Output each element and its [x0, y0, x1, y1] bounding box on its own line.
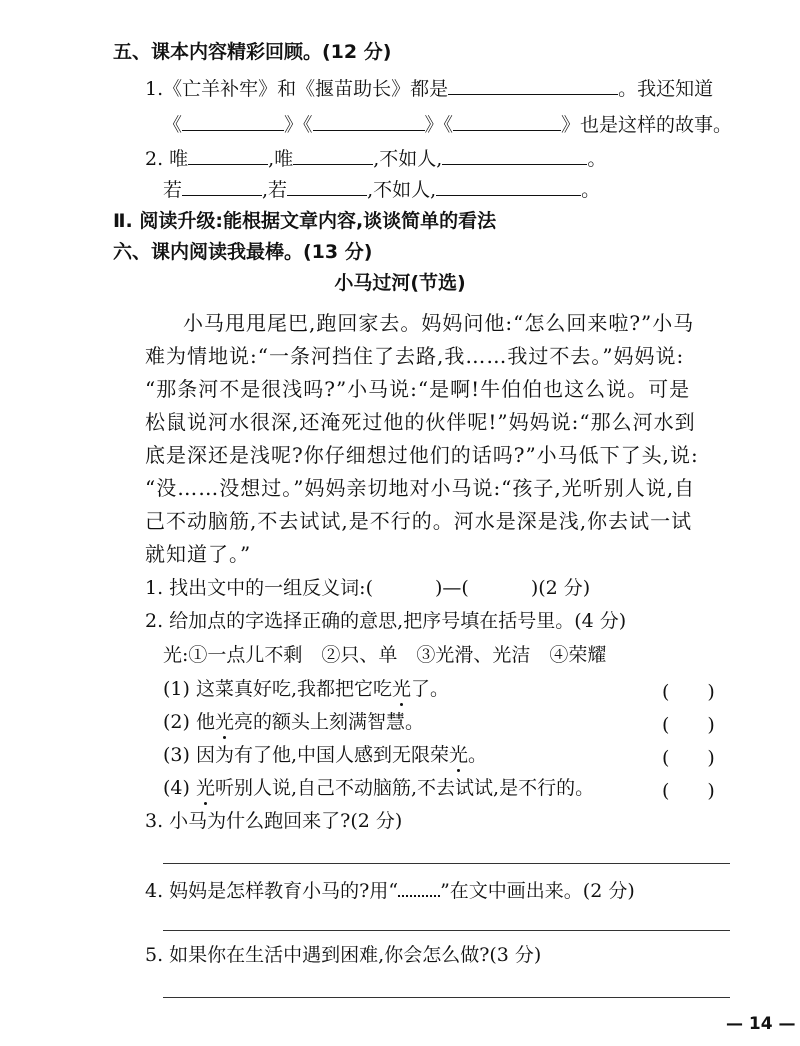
passage-line-1: 小马甩甩尾巴,跑回家去。妈妈问他:“怎么回来啦?”小马 [183, 311, 695, 335]
item4-answer-paren[interactable]: ( ) [662, 780, 715, 802]
page-number: — 14 — [726, 1014, 796, 1034]
item3-answer-paren[interactable]: ( ) [662, 747, 715, 769]
section5-q1-line1 [145, 76, 713, 101]
q1-blank-story2[interactable] [313, 112, 425, 131]
q2-l2-d: 。 [581, 179, 601, 201]
q2-l2-c: ,不如人, [367, 179, 437, 201]
s6-q2-item-1 [163, 677, 449, 701]
s6-q3: 3. 小马为什么跑回来了?(2 分) [145, 810, 403, 832]
passage-title: 小马过河(节选) [334, 272, 466, 294]
s6-q4-answer-line[interactable] [163, 930, 730, 931]
s6-q5: 5. 如果你在生活中遇到困难,你会怎么做?(3 分) [145, 944, 542, 966]
s6-q1-c: )(2 分) [530, 577, 591, 599]
section5-q1-line2 [163, 112, 732, 137]
passage-line-3: “那条河不是很浅吗?”小马说:“是啊!牛伯伯也这么说。可是 [145, 377, 691, 401]
s6-q2-item-3 [163, 743, 487, 767]
s6-q3-answer-line[interactable] [163, 863, 730, 864]
item3-post: 。 [468, 744, 488, 766]
s6-q2-item-2 [163, 710, 424, 734]
part2-heading: Ⅱ. 阅读升级:能根据文章内容,谈谈简单的看法 [113, 210, 497, 232]
q2-l2-blank3[interactable] [436, 177, 581, 196]
s6-q2-item-4 [163, 776, 594, 800]
passage-line-7: 己不动脑筋,不去试试,是不行的。河水是深是浅,你去试一试 [145, 509, 693, 533]
passage-line-8: 就知道了。” [145, 542, 252, 566]
item2-post: 亮的额头上刻满智慧。 [233, 711, 424, 733]
q2-l2-blank1[interactable] [182, 177, 262, 196]
q2-l2-blank2[interactable] [287, 177, 367, 196]
item1-dotted-char: 光 [392, 678, 412, 700]
section5-heading: 五、课本内容精彩回顾。(12 分) [113, 41, 392, 63]
item1-post: 了。 [411, 678, 450, 700]
item4-dotted-char: 光 [195, 777, 215, 799]
q1-text-b: 。我还知道 [618, 78, 714, 100]
q1-blank-main[interactable] [448, 76, 618, 95]
s6-q2-options: 光:①一点儿不剩 ②只、单 ③光滑、光洁 ④荣耀 [163, 644, 607, 666]
item3-dotted-char: 光 [449, 744, 469, 766]
q2-l1-a: 2. 唯 [145, 148, 189, 170]
s6-q4 [145, 877, 635, 903]
s6-q1 [145, 576, 590, 600]
q1-bracket-open: 《 [163, 114, 183, 136]
s6-q4-pre: 4. 妈妈是怎样教育小马的?用“ [145, 880, 399, 902]
passage-line-6: “没……没想过。”妈妈亲切地对小马说:“孩子,光听别人说,自 [145, 476, 696, 500]
q2-l1-d: 。 [587, 148, 607, 170]
section6-heading: 六、课内阅读我最棒。(13 分) [113, 241, 373, 263]
q2-l1-b: ,唯 [268, 148, 294, 170]
q1-blank-story1[interactable] [182, 112, 284, 131]
q2-l1-blank3[interactable] [442, 146, 587, 165]
q2-l1-blank2[interactable] [293, 146, 373, 165]
q2-l2-b: ,若 [262, 179, 288, 201]
s6-q5-answer-line[interactable] [163, 997, 730, 998]
q1-bracket-mid1: 》《 [284, 114, 313, 136]
s6-q1-a: 1. 找出文中的一组反义词:( [145, 577, 373, 599]
q2-l2-a: 若 [163, 179, 183, 201]
passage-line-2: 难为情地说:“一条河挡住了去路,我……我过不去。”妈妈说: [145, 344, 685, 368]
q2-l1-blank1[interactable] [188, 146, 268, 165]
s6-q1-b: )—( [434, 577, 469, 599]
q2-l1-c: ,不如人, [373, 148, 443, 170]
q1-bracket-mid2: 》《 [424, 114, 454, 136]
section5-q2-line1 [145, 146, 606, 171]
wavy-underline-icon [398, 877, 440, 897]
item4-post: 听别人说,自己不动脑筋,不去试试,是不行的。 [214, 777, 595, 799]
passage-line-4: 松鼠说河水很深,还淹死过他的伙伴呢!”妈妈说:“那么河水到 [145, 410, 696, 434]
item3-pre: (3) 因为有了他,中国人感到无限荣 [163, 744, 449, 766]
passage-line-5: 底是深还是浅呢?你仔细想过他们的话吗?”小马低下了头,说: [145, 443, 699, 467]
q1-text-a: 1.《亡羊补牢》和《揠苗助长》都是 [145, 78, 449, 100]
item1-answer-paren[interactable]: ( ) [662, 681, 715, 703]
item1-pre: (1) 这菜真好吃,我都把它吃 [163, 678, 392, 700]
q1-blank-story3[interactable] [453, 112, 561, 131]
item4-pre: (4) [163, 777, 196, 799]
s6-q4-post: ”在文中画出来。(2 分) [440, 880, 635, 902]
s6-q2: 2. 给加点的字选择正确的意思,把序号填在括号里。(4 分) [145, 610, 627, 632]
item2-dotted-char: 光 [214, 711, 234, 733]
item2-pre: (2) 他 [163, 711, 215, 733]
section5-q2-line2 [163, 177, 600, 202]
item2-answer-paren[interactable]: ( ) [662, 714, 715, 736]
q1-tail: 》也是这样的故事。 [561, 114, 733, 136]
